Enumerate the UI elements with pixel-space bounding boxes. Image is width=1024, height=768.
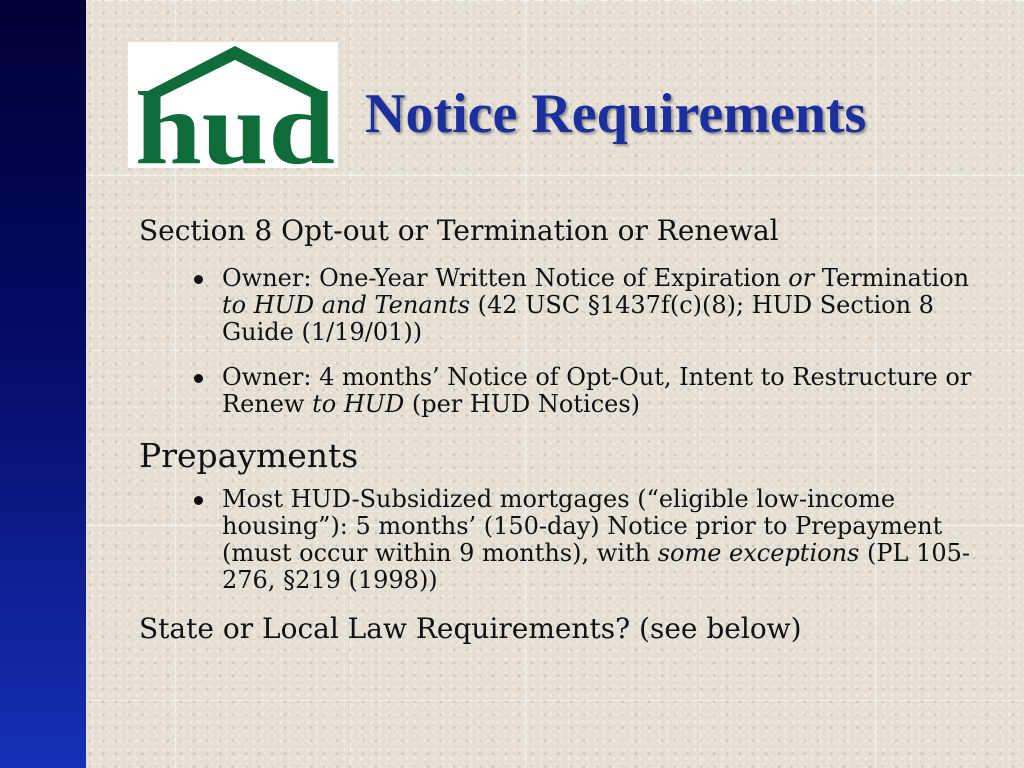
section-heading-prepayments: Prepayments — [139, 436, 359, 475]
section-heading-state-local: State or Local Law Requirements? (see below) — [139, 612, 802, 645]
bullet-item — [139, 486, 999, 594]
bullet-list-section8 — [139, 265, 999, 418]
bullet-emphasis: some exceptions — [657, 539, 860, 567]
bullet-item — [139, 364, 999, 418]
bullet-dot-icon — [194, 496, 203, 505]
bullet-text: (PL 105-276, §219 (1998)) — [222, 539, 970, 594]
bullet-text: (per HUD Notices) — [404, 390, 641, 418]
bullet-emphasis: or — [788, 264, 815, 292]
bullet-dot-icon — [194, 275, 203, 284]
bullet-text: (42 USC §1437f(c)(8); HUD Section 8 Guide (1/19/01)) — [222, 291, 934, 346]
bullet-list-prepayments — [139, 486, 999, 594]
bullet-emphasis: to HUD — [312, 390, 405, 418]
bullet-item — [139, 265, 999, 346]
bullet-text: Owner: 4 months’ Notice of Opt-Out, Intent to Restructure or Renew — [222, 363, 972, 418]
logo-text: hud — [135, 71, 335, 168]
sidebar-gradient-bar — [0, 0, 86, 768]
bullet-emphasis: to HUD and Tenants — [222, 291, 471, 319]
section-heading-section8: Section 8 Opt-out or Termination or Renewal — [139, 214, 779, 247]
hud-logo — [128, 42, 338, 168]
bullet-dot-icon — [194, 374, 203, 383]
slide-body — [139, 212, 999, 648]
slide-title: Notice Requirements — [365, 83, 867, 145]
bullet-text: Owner: One-Year Written Notice of Expiration — [222, 264, 789, 292]
house-roof-icon — [128, 42, 338, 168]
bullet-text: Termination — [814, 264, 970, 292]
bullet-text: Most HUD-Subsidized mortgages (“eligible low-income housing”): 5 months’ (150-day) Notice prior to Prepayment (must occur within 9 months), with — [222, 485, 943, 567]
